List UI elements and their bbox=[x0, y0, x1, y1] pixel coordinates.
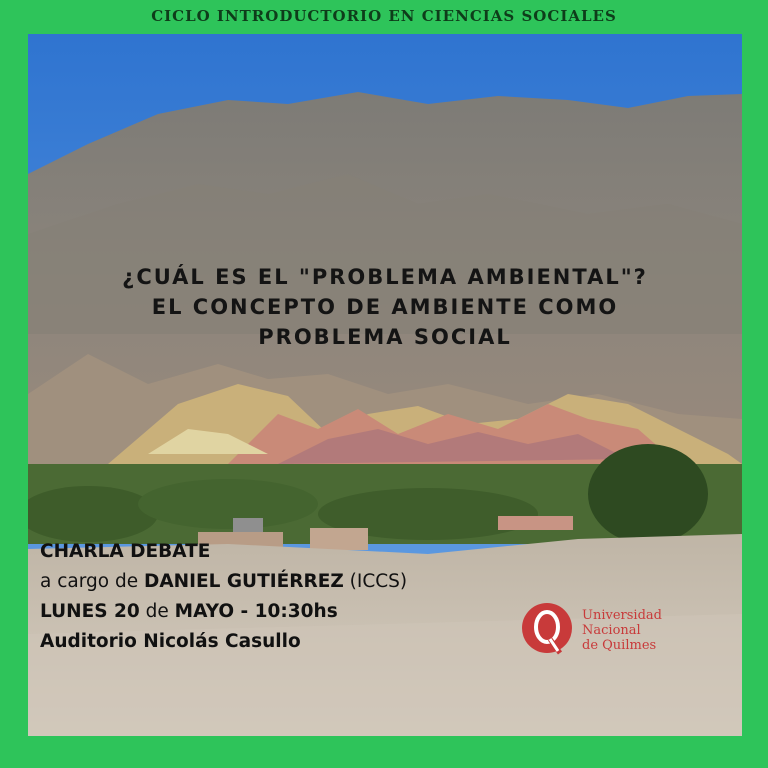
unq-emblem-icon bbox=[520, 601, 574, 659]
event-month: MAYO bbox=[174, 601, 235, 622]
title-line-1: ¿CUÁL ES EL "PROBLEMA AMBIENTAL"? bbox=[122, 265, 648, 289]
speaker-line bbox=[40, 567, 407, 597]
title-line-2: EL CONCEPTO DE AMBIENTE COMO bbox=[151, 295, 619, 319]
event-time: - 10:30hs bbox=[234, 601, 338, 622]
logo-line-2: Nacional bbox=[582, 622, 641, 638]
university-name bbox=[582, 608, 662, 653]
event-venue: Auditorio Nicolás Casullo bbox=[40, 631, 301, 652]
title-line-3: PROBLEMA SOCIAL bbox=[258, 325, 512, 349]
university-logo bbox=[520, 595, 700, 665]
event-day: LUNES 20 bbox=[40, 601, 140, 622]
logo-line-1: Universidad bbox=[582, 607, 662, 623]
speaker-name: DANIEL GUTIÉRREZ bbox=[143, 571, 344, 592]
logo-line-3: de Quilmes bbox=[582, 637, 657, 653]
speaker-prefix: a cargo de bbox=[40, 571, 144, 592]
date-connector: de bbox=[139, 601, 175, 622]
event-title bbox=[28, 262, 742, 352]
event-type: CHARLA DEBATE bbox=[40, 541, 211, 562]
date-line bbox=[40, 597, 407, 627]
event-details bbox=[40, 537, 407, 657]
speaker-affiliation: (ICCS) bbox=[343, 571, 408, 592]
header-banner bbox=[0, 0, 768, 32]
header-text: CICLO INTRODUCTORIO EN CIENCIAS SOCIALES bbox=[151, 7, 617, 25]
